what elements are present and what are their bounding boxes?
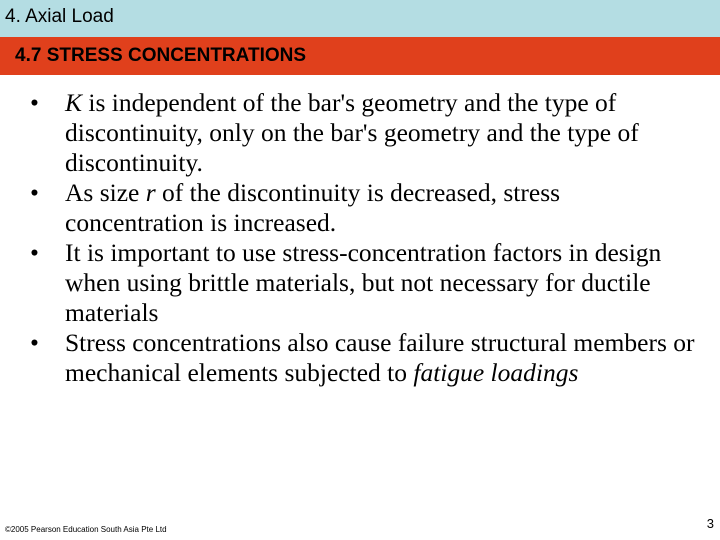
bullet-marker: • <box>30 238 39 267</box>
bullet-text: is independent of the bar's geometry and the type of discontinuity, only on the bar's geometry and the type of discontinuity. <box>65 88 639 177</box>
footer-copyright: ©2005 Pearson Education South Asia Pte Ltd <box>5 525 167 534</box>
section-title: 4.7 STRESS CONCENTRATIONS <box>15 45 307 66</box>
bullet-item <box>30 328 700 388</box>
bullet-text: It is important to use stress-concentration factors in design when using brittle materials, but not necessary for ductile materials <box>65 238 662 327</box>
chapter-header-bar <box>0 0 720 37</box>
bullet-marker: • <box>30 328 39 357</box>
symbol-k: K <box>65 88 83 117</box>
page-number: 3 <box>706 516 714 531</box>
symbol-r: r <box>145 178 156 207</box>
bullet-item <box>30 238 700 328</box>
section-header-bar <box>0 37 720 75</box>
bullet-text-post: of the discontinuity is decreased, stress concentration is increased. <box>65 178 561 237</box>
bullet-item <box>30 178 700 238</box>
bullet-marker: • <box>30 88 39 117</box>
bullet-item <box>30 88 700 178</box>
chapter-title: 4. Axial Load <box>5 6 114 27</box>
bullet-text-pre: As size <box>65 178 146 207</box>
bullet-marker: • <box>30 178 39 207</box>
bullet-list <box>30 88 700 388</box>
bullet-text: Stress concentrations also cause failure structural members or mechanical elements subjected to <box>65 328 695 387</box>
emphasis-fatigue-loadings: fatigue loadings <box>413 358 579 387</box>
